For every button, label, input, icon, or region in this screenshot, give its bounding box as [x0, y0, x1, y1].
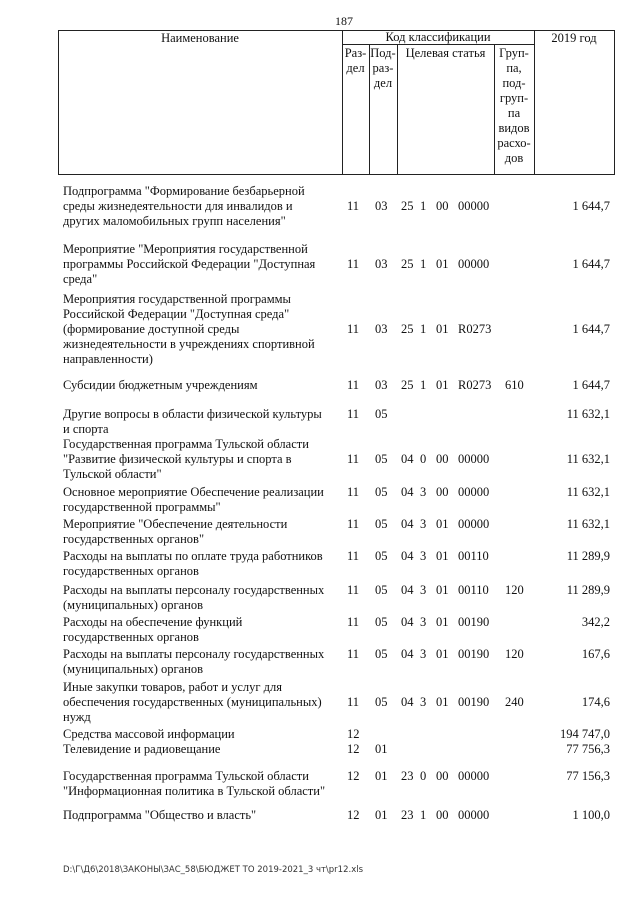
row-direction-code: 00000 — [458, 517, 490, 531]
row-event-code: 00 — [436, 199, 449, 213]
row-program-code: 04 — [401, 647, 414, 661]
row-expense-type: 610 — [505, 378, 524, 392]
row-podrazdel: 05 — [375, 549, 388, 563]
row-event-code: 01 — [436, 322, 449, 336]
row-subprogram-code: 3 — [420, 647, 427, 661]
row-subprogram-code: 1 — [420, 322, 427, 336]
row-name: Расходы на обеспечение функций государственных органов — [63, 615, 243, 644]
row-amount: 11 632,1 — [566, 485, 610, 499]
row-razdel: 11 — [347, 452, 360, 466]
row-name: Расходы на выплаты персоналу государственных (муниципальных) органов — [63, 583, 325, 612]
row-razdel: 11 — [347, 517, 360, 531]
row-podrazdel: 03 — [375, 257, 388, 271]
row-amount: 11 632,1 — [566, 452, 610, 466]
row-razdel: 11 — [347, 583, 360, 597]
page-number: 187 — [335, 14, 353, 28]
row-podrazdel: 05 — [375, 647, 388, 661]
row-event-code: 01 — [436, 257, 449, 271]
row-program-code: 23 — [401, 769, 414, 783]
row-name: Средства массовой информации — [63, 727, 235, 741]
file-path-footer: D:\Г\Д6\2018\ЗАКОНЫ\ЗАС_58\БЮДЖЕТ ТО 2019-2021_3 чт\pr12.xls — [63, 865, 364, 875]
row-program-code: 25 — [401, 378, 414, 392]
row-event-code: 00 — [436, 485, 449, 499]
row-podrazdel: 05 — [375, 517, 388, 531]
row-program-code: 04 — [401, 583, 414, 597]
row-razdel: 12 — [347, 727, 360, 741]
row-direction-code: 00000 — [458, 199, 490, 213]
row-podrazdel: 01 — [375, 769, 388, 783]
row-podrazdel: 05 — [375, 485, 388, 499]
row-podrazdel: 05 — [375, 615, 388, 629]
row-subprogram-code: 1 — [420, 257, 427, 271]
row-direction-code: 00190 — [458, 615, 490, 629]
row-amount: 342,2 — [581, 615, 610, 629]
header-year: 2019 год — [551, 31, 597, 45]
row-amount: 11 289,9 — [566, 583, 610, 597]
row-podrazdel: 03 — [375, 322, 388, 336]
row-name: Расходы на выплаты по оплате труда работников государственных органов — [63, 549, 323, 578]
row-amount: 1 644,7 — [572, 322, 610, 336]
row-amount: 1 644,7 — [572, 199, 610, 213]
row-name: Основное мероприятие Обеспечение реализации государственной программы" — [63, 485, 324, 514]
row-razdel: 11 — [347, 647, 360, 661]
row-event-code: 01 — [436, 695, 449, 709]
row-program-code: 23 — [401, 808, 414, 822]
row-razdel: 11 — [347, 322, 360, 336]
row-event-code: 01 — [436, 378, 449, 392]
row-name: Другие вопросы в области физической культуры и спорта — [63, 407, 322, 436]
row-direction-code: 00000 — [458, 769, 490, 783]
row-expense-type: 120 — [505, 583, 524, 597]
header-code: Код классификации — [385, 30, 491, 44]
row-event-code: 01 — [436, 615, 449, 629]
row-podrazdel: 05 — [375, 452, 388, 466]
row-event-code: 01 — [436, 647, 449, 661]
row-amount: 1 644,7 — [572, 257, 610, 271]
row-program-code: 04 — [401, 485, 414, 499]
row-event-code: 01 — [436, 517, 449, 531]
row-amount: 11 632,1 — [566, 407, 610, 421]
row-name: Расходы на выплаты персоналу государственных (муниципальных) органов — [63, 647, 325, 676]
row-name: Мероприятия государственной программы Российской Федерации "Доступная среда" (формирование доступной среды жизнедеятельности в учреждениях спортивной направленности) — [63, 292, 315, 366]
row-subprogram-code: 0 — [420, 769, 427, 783]
row-amount: 77 156,3 — [566, 769, 610, 783]
row-amount: 194 747,0 — [560, 727, 610, 741]
row-subprogram-code: 3 — [420, 485, 427, 499]
row-subprogram-code: 0 — [420, 452, 427, 466]
row-subprogram-code: 1 — [420, 199, 427, 213]
row-amount: 174,6 — [581, 695, 610, 709]
row-program-code: 25 — [401, 199, 414, 213]
row-program-code: 04 — [401, 549, 414, 563]
row-razdel: 12 — [347, 808, 360, 822]
row-subprogram-code: 3 — [420, 695, 427, 709]
row-razdel: 12 — [347, 769, 360, 783]
row-razdel: 11 — [347, 549, 360, 563]
row-amount: 1 100,0 — [572, 808, 610, 822]
row-name: Субсидии бюджетным учреждениям — [63, 378, 258, 392]
row-name: Государственная программа Тульской области "Развитие физической культуры и спорта в Тульской области" — [63, 437, 309, 481]
row-razdel: 11 — [347, 407, 360, 421]
row-podrazdel: 01 — [375, 808, 388, 822]
row-amount: 77 756,3 — [566, 742, 610, 756]
row-direction-code: 00190 — [458, 695, 490, 709]
row-subprogram-code: 1 — [420, 378, 427, 392]
row-name: Иные закупки товаров, работ и услуг для обеспечения государственных (муниципальных) нужд — [63, 680, 322, 724]
row-name: Подпрограмма "Формирование безбарьерной среды жизнедеятельности для инвалидов и других маломобильных групп населения" — [63, 184, 305, 228]
row-name: Телевидение и радиовещание — [63, 742, 221, 756]
row-event-code: 00 — [436, 452, 449, 466]
row-expense-type: 120 — [505, 647, 524, 661]
row-razdel: 11 — [347, 257, 360, 271]
row-razdel: 11 — [347, 378, 360, 392]
row-podrazdel: 03 — [375, 199, 388, 213]
row-direction-code: 00110 — [458, 549, 489, 563]
row-name: Государственная программа Тульской области "Информационная политика в Тульской области" — [63, 769, 326, 798]
row-event-code: 01 — [436, 549, 449, 563]
header-razdel: Раз- дел — [344, 46, 367, 75]
row-direction-code: 00000 — [458, 452, 490, 466]
row-direction-code: 00000 — [458, 808, 490, 822]
row-direction-code: 00000 — [458, 485, 490, 499]
row-program-code: 04 — [401, 695, 414, 709]
row-name: Мероприятие "Обеспечение деятельности государственных органов" — [63, 517, 288, 546]
header-name: Наименование — [161, 31, 239, 45]
row-event-code: 01 — [436, 583, 449, 597]
row-razdel: 11 — [347, 485, 360, 499]
row-direction-code: 00110 — [458, 583, 489, 597]
row-podrazdel: 03 — [375, 378, 388, 392]
row-razdel: 11 — [347, 695, 360, 709]
row-program-code: 04 — [401, 517, 414, 531]
header-podrazdel: Под- раз- дел — [370, 46, 396, 90]
row-direction-code: 00190 — [458, 647, 490, 661]
row-subprogram-code: 3 — [420, 517, 427, 531]
row-direction-code: R0273 — [458, 322, 492, 336]
row-program-code: 04 — [401, 452, 414, 466]
row-direction-code: 00000 — [458, 257, 490, 271]
row-expense-type: 240 — [505, 695, 524, 709]
row-podrazdel: 05 — [375, 695, 388, 709]
row-amount: 11 632,1 — [566, 517, 610, 531]
row-name: Подпрограмма "Общество и власть" — [63, 808, 257, 822]
row-podrazdel: 05 — [375, 407, 388, 421]
row-subprogram-code: 3 — [420, 549, 427, 563]
row-podrazdel: 05 — [375, 583, 388, 597]
row-event-code: 00 — [436, 808, 449, 822]
row-podrazdel: 01 — [375, 742, 388, 756]
row-razdel: 11 — [347, 199, 360, 213]
row-amount: 1 644,7 — [572, 378, 610, 392]
row-amount: 11 289,9 — [566, 549, 610, 563]
row-razdel: 11 — [347, 615, 360, 629]
row-subprogram-code: 3 — [420, 583, 427, 597]
row-name: Мероприятие "Мероприятия государственной программы Российской Федерации "Доступная среда" — [63, 242, 316, 286]
row-program-code: 25 — [401, 257, 414, 271]
row-subprogram-code: 1 — [420, 808, 427, 822]
row-direction-code: R0273 — [458, 378, 492, 392]
header-celevaya: Целевая статья — [405, 46, 486, 60]
row-program-code: 25 — [401, 322, 414, 336]
row-amount: 167,6 — [581, 647, 610, 661]
header-gruppa: Груп- па, под- груп- па видов расхо- дов — [497, 46, 531, 165]
row-event-code: 00 — [436, 769, 449, 783]
row-subprogram-code: 3 — [420, 615, 427, 629]
row-program-code: 04 — [401, 615, 414, 629]
row-razdel: 12 — [347, 742, 360, 756]
